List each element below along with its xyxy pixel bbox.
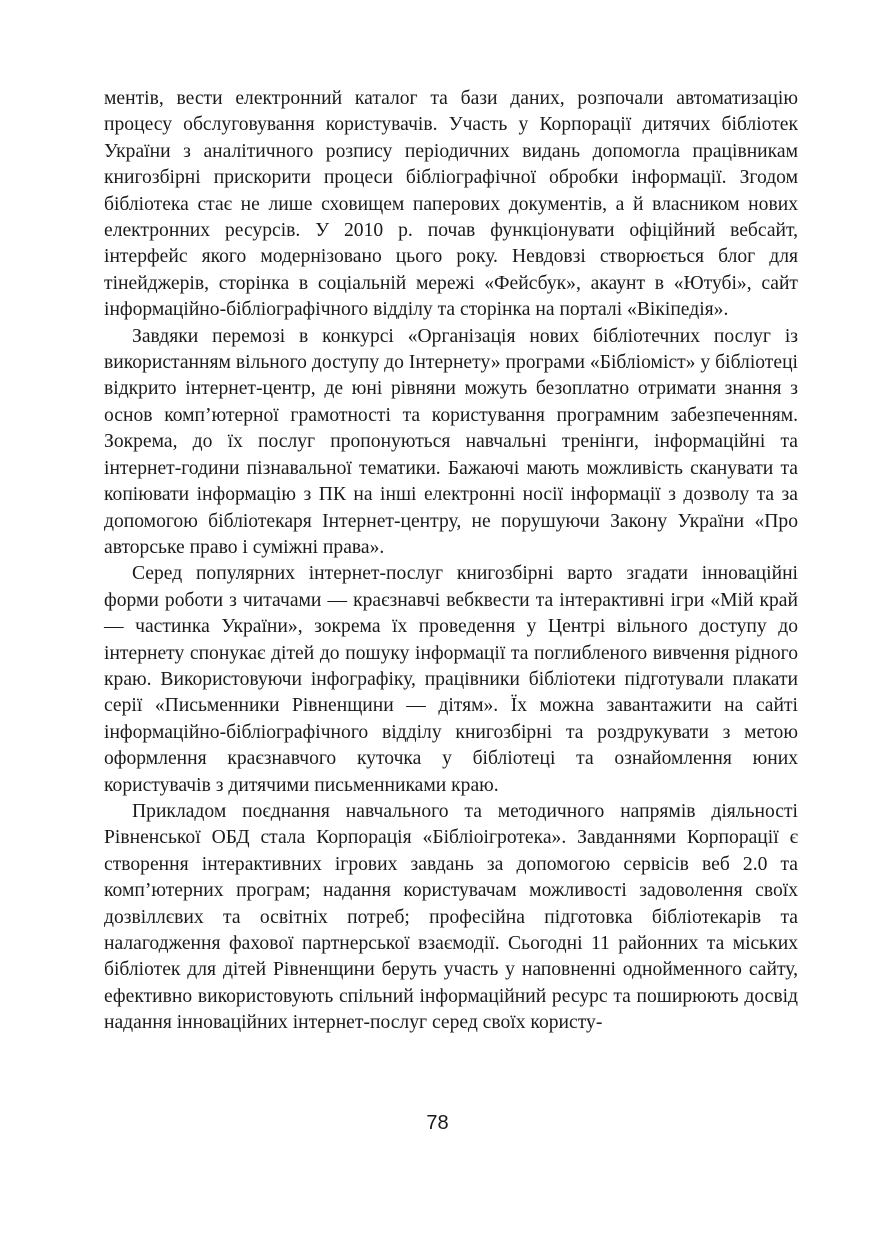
- paragraph-2: Завдяки перемозі в конкурсі «Організація нових бібліотечних послуг із використанням вільного доступу до Інтернету» програми «Бібліоміст» у бібліотеці відкрито інтернет-центр, де юні рівняни можуть безоплатно отримати знання з основ комп’ютерної грамотності та користування програмним забезпеченням. Зокрема, до їх послуг пропонуються навчальні тренінги, інформаційні та інтернет-години пізнавальної тематики. Бажаючі мають можливість сканувати та копіювати інформацію з ПК на інші електронні носії інформації з дозволу та за допомогою бібліотекаря Інтернет-центру, не порушуючи Закону України «Про авторське право і суміжні права».: [104, 325, 798, 558]
- page-number: 78: [426, 1112, 449, 1134]
- paragraph-1: ментів, вести електронний каталог та бази даних, розпочали автоматизацію процесу обслуговування користувачів. Участь у Корпорації дитячих бібліотек України з аналітичного розпису періодичних видань допомогла працівникам книгозбірні прискорити процеси бібліографічної обробки інформації. Згодом бібліотека стає не лише сховищем паперових документів, а й власником нових електронних ресурсів. У 2010 р. почав функціонувати офіційний вебсайт, інтерфейс якого модернізовано цього року. Невдовзі створюється блог для тінейджерів, сторінка в соціальній мережі «Фейсбук», акаунт в «Ютубі», сайт інформаційно-бібліографічного відділу та сторінка на порталі «Вікіпедія».: [104, 88, 798, 321]
- paragraph-4: Прикладом поєднання навчального та методичного напрямів діяльності Рівненської ОБД стала Корпорація «Бібліоігротека». Завданнями Корпорації є створення інтерактивних ігрових завдань за допомогою сервісів веб 2.0 та комп’ютерних програм; надання користувачам можливості задоволення своїх дозвіллєвих та освітніх потреб; професійна підготовка бібліотекарів та налагодження фахової партнерської взаємодії. Сьогодні 11 районних та міських бібліотек для дітей Рівненщини беруть участь у наповненні однойменного сайту, ефективно використовують спільний інформаційний ресурс та поширюють досвід надання інноваційних інтернет-послуг серед своїх користу-: [104, 800, 798, 1034]
- paragraph-3: Серед популярних інтернет-послуг книгозбірні варто згадати інноваційні форми роботи з читачами — краєзнавчі вебквести та інтерактивні ігри «Мій край — частинка України», зокрема їх проведення у Центрі вільного доступу до інтернету спонукає дітей до пошуку інформації та поглибленого вивчення рідного краю. Використовуючи інфографіку, працівники бібліотеки підготували плакати серії «Письменники Рівненщини — дітям». Їх можна завантажити на сайті інформаційно-бібліографічного відділу книгозбірні та роздрукувати з метою оформлення краєзнавчого куточка у бібліотеці та ознайомлення юних користувачів з дитячими письменниками краю.: [104, 563, 798, 796]
- body-text: [104, 86, 798, 1037]
